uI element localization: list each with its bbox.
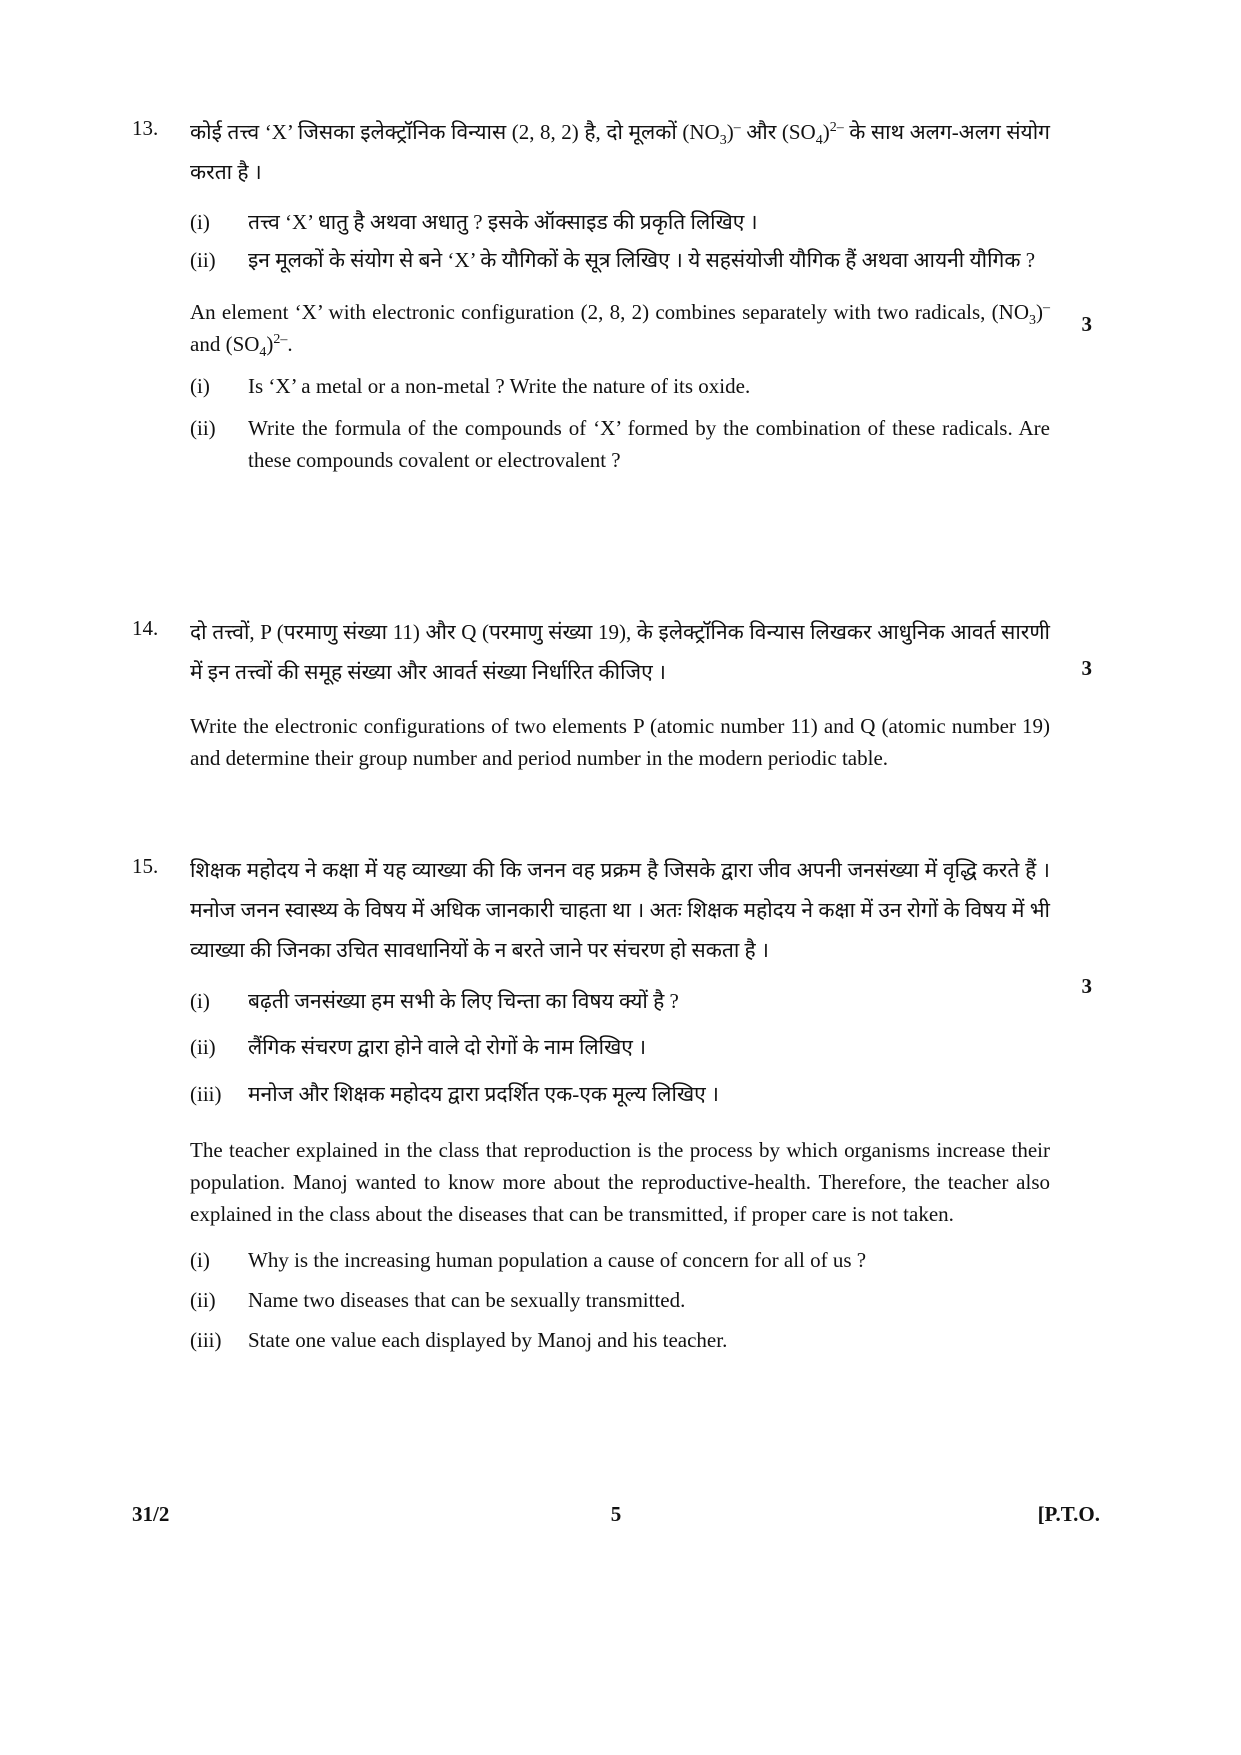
sub-question: (i) Why is the increasing human population a cause of concern for all of us ? — [190, 1248, 867, 1272]
marks: 3 — [1081, 656, 1092, 680]
question-stem-hindi: शिक्षक महोदय ने कक्षा में यह व्याख्या की कि जनन वह प्रक्रम है जिसके द्वारा जीव अपनी जनसंख्या में वृद्धि करते हैं । मनोज जनन स्वास्थ्य के विषय में अधिक जानकारी चाहता था । अतः शिक्षक महोदय ने कक्षा में उन रोगों के विषय में भी व्याख्या की जिनका उचित सावधानियों के न बरते जाने पर संचरण हो सकता है । — [190, 858, 1050, 962]
question-number: 13. — [132, 116, 159, 140]
page-number: 5 — [610, 1502, 622, 1526]
question-stem-english: Write the electronic configurations of two elements P (atomic number 11) and Q (atomic number 19) and determine their group number and period number in the modern periodic table. — [190, 714, 1050, 770]
sub-question: (iii) मनोज और शिक्षक महोदय द्वारा प्रदर्शित एक-एक मूल्य लिखिए । — [190, 1082, 719, 1106]
pto-label: [P.T.O. — [1037, 1502, 1100, 1526]
question-14 — [132, 612, 1092, 774]
sub-question: (i) तत्त्व ‘X’ धातु है अथवा अधातु ? इसके ऑक्साइड की प्रकृति लिखिए । — [190, 210, 758, 234]
sub-question: (i) बढ़ती जनसंख्या हम सभी के लिए चिन्ता का विषय क्यों है ? — [190, 989, 679, 1013]
question-stem-hindi: कोई तत्त्व ‘X’ जिसका इलेक्ट्रॉनिक विन्यास (2, 8, 2) है, दो मूलकों $(NO_3)^-$ और $(SO_4)^{2-}$ के साथ अलग-अलग संयोग करता है । — [190, 120, 1050, 184]
paper-code: 31/2 — [132, 1502, 170, 1526]
marks: 3 — [1081, 974, 1092, 998]
sub-question: (i) Is ‘X’ a metal or a non-metal ? Write the nature of its oxide. — [190, 374, 751, 398]
question-stem-english: The teacher explained in the class that reproduction is the process by which organisms increase their population. Manoj wanted to know more about the reproductive-health. Therefore, the teacher also explained in the class about the diseases that can be transmitted, if proper care is not taken. — [190, 1138, 1050, 1226]
question-13 — [132, 112, 1092, 476]
question-stem-english: An element ‘X’ with electronic configuration (2, 8, 2) combines separately with two radicals, $(NO_3)^-$ and $(SO_4)^{2-}$. — [190, 300, 1050, 361]
marks: 3 — [1081, 312, 1092, 336]
sub-question: (ii) लैंगिक संचरण द्वारा होने वाले दो रोगों के नाम लिखिए । — [190, 1035, 647, 1059]
sub-question: (ii) Name two diseases that can be sexually transmitted. — [190, 1288, 686, 1312]
question-number: 14. — [132, 616, 159, 640]
sub-question: (iii) State one value each displayed by Manoj and his teacher. — [190, 1328, 728, 1352]
question-stem-hindi: दो तत्त्वों, P (परमाणु संख्या 11) और Q (परमाणु संख्या 19), के इलेक्ट्रॉनिक विन्यास लिखकर आधुनिक आवर्त सारणी में इन तत्त्वों की समूह संख्या और आवर्त संख्या निर्धारित कीजिए । — [190, 620, 1050, 684]
sub-question: (ii) इन मूलकों के संयोग से बने ‘X’ के यौगिकों के सूत्र लिखिए । ये सहसंयोजी यौगिक हैं अथवा आयनी यौगिक ? — [190, 248, 1036, 272]
sub-question: (ii) Write the formula of the compounds of ‘X’ formed by the combination of these radicals. Are these compounds covalent or electrovalent ? — [190, 416, 1050, 472]
question-15 — [132, 850, 1092, 1360]
question-number: 15. — [132, 854, 159, 878]
